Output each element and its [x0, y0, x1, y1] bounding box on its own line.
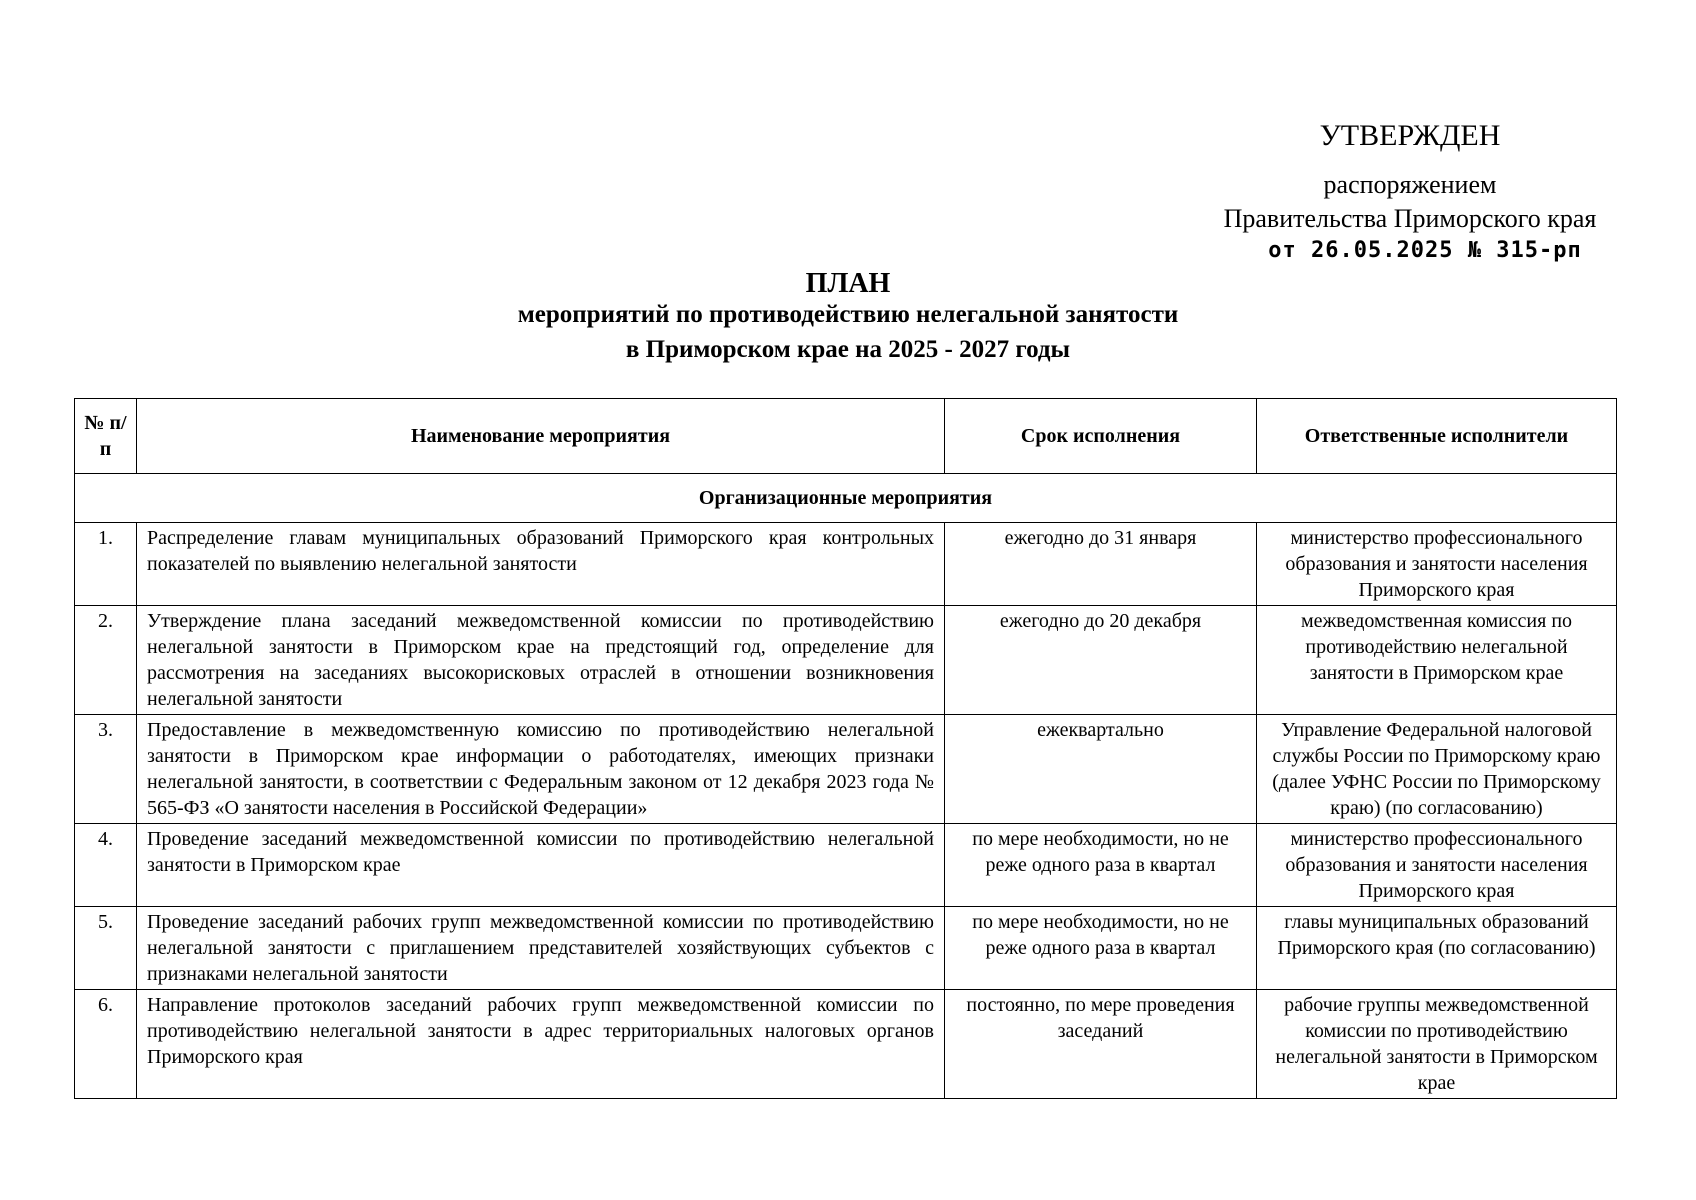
section-title: Организационные мероприятия: [75, 474, 1617, 523]
row-num: 5.: [75, 907, 137, 990]
section-row: [75, 474, 1617, 523]
table-row: [75, 907, 1617, 990]
row-term: по мере необходимости, но не реже одного раза в квартал: [945, 907, 1257, 990]
table-row: [75, 824, 1617, 907]
plan-table: [74, 398, 1617, 1099]
approval-line-2: Правительства Приморского края: [1223, 204, 1597, 233]
table-row: [75, 990, 1617, 1099]
row-num: 3.: [75, 715, 137, 824]
table-row: [75, 523, 1617, 606]
row-responsible: министерство профессионального образования и занятости населения Приморского края: [1257, 824, 1617, 907]
table-header-row: [75, 399, 1617, 474]
row-responsible: рабочие группы межведомственной комиссии по противодействию нелегальной занятости в Приморском крае: [1257, 990, 1617, 1099]
row-responsible: Управление Федеральной налоговой службы России по Приморскому краю (далее УФНС России по Приморскому краю) (по согласованию): [1257, 715, 1617, 824]
row-term: постоянно, по мере проведения заседаний: [945, 990, 1257, 1099]
row-name: Проведение заседаний рабочих групп межведомственной комиссии по противодействию нелегальной занятости с приглашением представителей хозяйствующих субъектов с признаками нелегальной занятости: [137, 907, 945, 990]
row-num: 6.: [75, 990, 137, 1099]
row-num: 1.: [75, 523, 137, 606]
row-responsible: министерство профессионального образования и занятости населения Приморского края: [1257, 523, 1617, 606]
row-name: Предоставление в межведомственную комиссию по противодействию нелегальной занятости в Приморском крае информации о работодателях, имеющих признаки нелегальной занятости, в соответствии с Федеральным законом от 12 декабря 2023 года № 565-ФЗ «О занятости населения в Российской Федерации»: [137, 715, 945, 824]
approval-title: УТВЕРЖДЕН: [1319, 119, 1501, 152]
table-row: [75, 715, 1617, 824]
row-name: Проведение заседаний межведомственной комиссии по противодействию нелегальной занятости в Приморском крае: [137, 824, 945, 907]
header-term: Срок исполнения: [945, 399, 1257, 474]
row-name: Распределение главам муниципальных образований Приморского края контрольных показателей по выявлению нелегальной занятости: [137, 523, 945, 606]
row-term: ежегодно до 31 января: [945, 523, 1257, 606]
row-name: Направление протоколов заседаний рабочих групп межведомственной комиссии по противодействию нелегальной занятости в адрес территориальных налоговых органов Приморского края: [137, 990, 945, 1099]
approval-number: от 26.05.2025 № 315-рп: [1268, 238, 1582, 263]
row-name: Утверждение плана заседаний межведомственной комиссии по противодействию нелегальной занятости в Приморском крае на предстоящий год, определение для рассмотрения на заседаниях высокорисковых отраслей в отношении возникновения нелегальной занятости: [137, 606, 945, 715]
row-term: по мере необходимости, но не реже одного раза в квартал: [945, 824, 1257, 907]
header-num: № п/п: [75, 399, 137, 474]
table-row: [75, 606, 1617, 715]
document-subtitle-1: мероприятий по противодействию нелегальной занятости: [517, 301, 1179, 328]
row-num: 2.: [75, 606, 137, 715]
row-term: ежегодно до 20 декабря: [945, 606, 1257, 715]
document-subtitle-2: в Приморском крае на 2025 - 2027 годы: [625, 336, 1071, 363]
approval-line-1: распоряжением: [1323, 170, 1497, 199]
header-name: Наименование мероприятия: [137, 399, 945, 474]
header-responsible: Ответственные исполнители: [1257, 399, 1617, 474]
row-responsible: межведомственная комиссия по противодействию нелегальной занятости в Приморском крае: [1257, 606, 1617, 715]
row-term: ежеквартально: [945, 715, 1257, 824]
document-title: ПЛАН: [805, 268, 891, 299]
row-num: 4.: [75, 824, 137, 907]
row-responsible: главы муниципальных образований Приморского края (по согласованию): [1257, 907, 1617, 990]
